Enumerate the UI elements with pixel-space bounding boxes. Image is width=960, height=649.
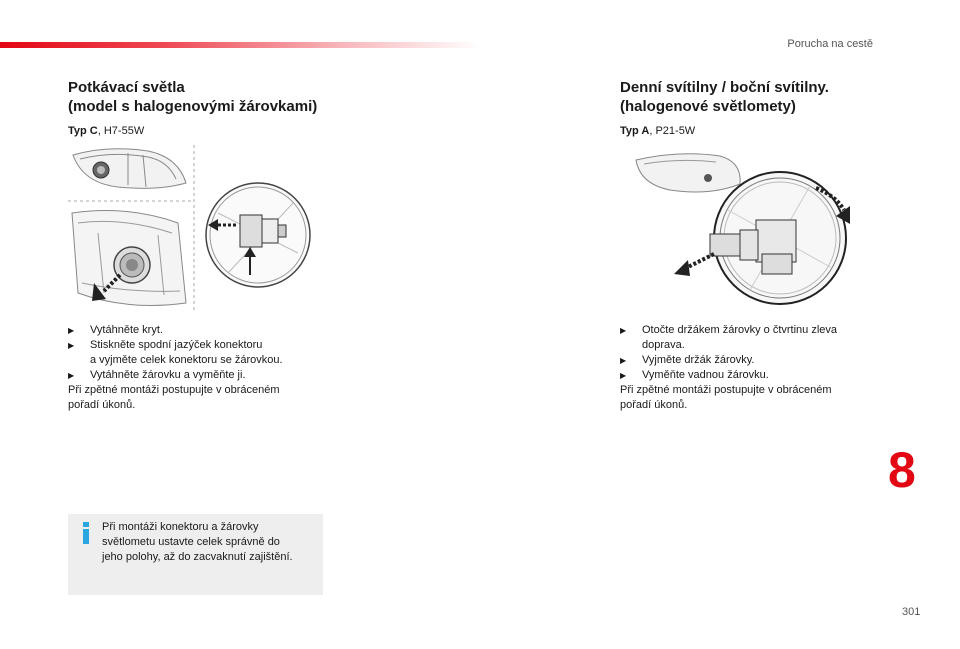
step-text: a vyjměte celek konektoru se žárovkou.	[90, 354, 283, 366]
headlamp-low-beam-illustration	[68, 143, 318, 320]
bullet-icon: ▶	[68, 326, 75, 335]
headlamp-low-beam-drawing	[68, 143, 318, 315]
page-number: 301	[902, 606, 921, 618]
daytime-light-illustration	[630, 150, 860, 315]
left-section	[68, 78, 358, 137]
note-line: pořadí úkonů.	[620, 399, 688, 411]
left-type-code: Typ C	[68, 125, 98, 137]
chapter-title: Porucha na cestě	[787, 38, 873, 50]
left-steps	[68, 323, 358, 413]
bullet-icon: ▶	[620, 371, 627, 380]
right-type-code: Typ A	[620, 125, 650, 137]
step-text: Vytáhněte kryt.	[90, 324, 163, 336]
step-text: doprava.	[642, 339, 685, 351]
bullet-icon: ▶	[68, 341, 75, 350]
left-title-line1: Potkávací světla	[68, 79, 185, 96]
note-line: Při zpětné montáži postupujte v obráceném	[68, 384, 280, 396]
right-section-title	[620, 78, 910, 116]
list-item-continuation	[68, 353, 358, 368]
header-accent-bar	[0, 42, 480, 48]
right-title-line2: (halogenové světlomety)	[620, 98, 796, 115]
note-line: Při zpětné montáži postupujte v obráceném	[620, 384, 832, 396]
left-type-spec: , H7-55W	[97, 125, 145, 137]
bullet-icon: ▶	[68, 371, 75, 380]
step-text: Vyjměte držák žárovky.	[642, 354, 755, 366]
step-text: Stiskněte spodní jazýček konektoru	[90, 339, 263, 351]
list-item	[620, 368, 900, 383]
note-text	[68, 383, 358, 413]
list-item	[620, 323, 900, 338]
daytime-light-drawing	[630, 150, 860, 310]
right-bulb-type	[620, 125, 910, 137]
step-text: Otočte držákem žárovky o čtvrtinu zleva	[642, 324, 838, 336]
right-steps	[620, 323, 900, 413]
list-item	[68, 368, 358, 383]
list-item	[68, 323, 358, 338]
bullet-icon: ▶	[620, 356, 627, 365]
info-box	[68, 514, 323, 595]
info-line: Při montáži konektoru a žárovky	[102, 521, 259, 533]
chapter-number: 8	[888, 442, 916, 498]
list-item	[68, 338, 358, 353]
note-text	[620, 383, 900, 413]
left-title-line2: (model s halogenovými žárovkami)	[68, 98, 318, 115]
info-line: jeho polohy, až do zacvaknutí zajištění.	[102, 551, 293, 563]
right-title-line1: Denní svítilny / boční svítilny.	[620, 79, 829, 96]
list-item	[620, 353, 900, 368]
note-line: pořadí úkonů.	[68, 399, 136, 411]
bullet-icon: ▶	[620, 326, 627, 335]
info-line: světlometu ustavte celek správně do	[102, 536, 280, 548]
list-item-continuation	[620, 338, 900, 353]
right-section	[620, 78, 910, 137]
left-section-title	[68, 78, 358, 116]
step-text: Vyměňte vadnou žárovku.	[642, 369, 769, 381]
info-text	[102, 520, 317, 565]
step-text: Vytáhněte žárovku a vyměňte ji.	[90, 369, 246, 381]
info-icon	[82, 522, 90, 544]
right-type-spec: , P21-5W	[649, 125, 696, 137]
left-bulb-type	[68, 125, 358, 137]
